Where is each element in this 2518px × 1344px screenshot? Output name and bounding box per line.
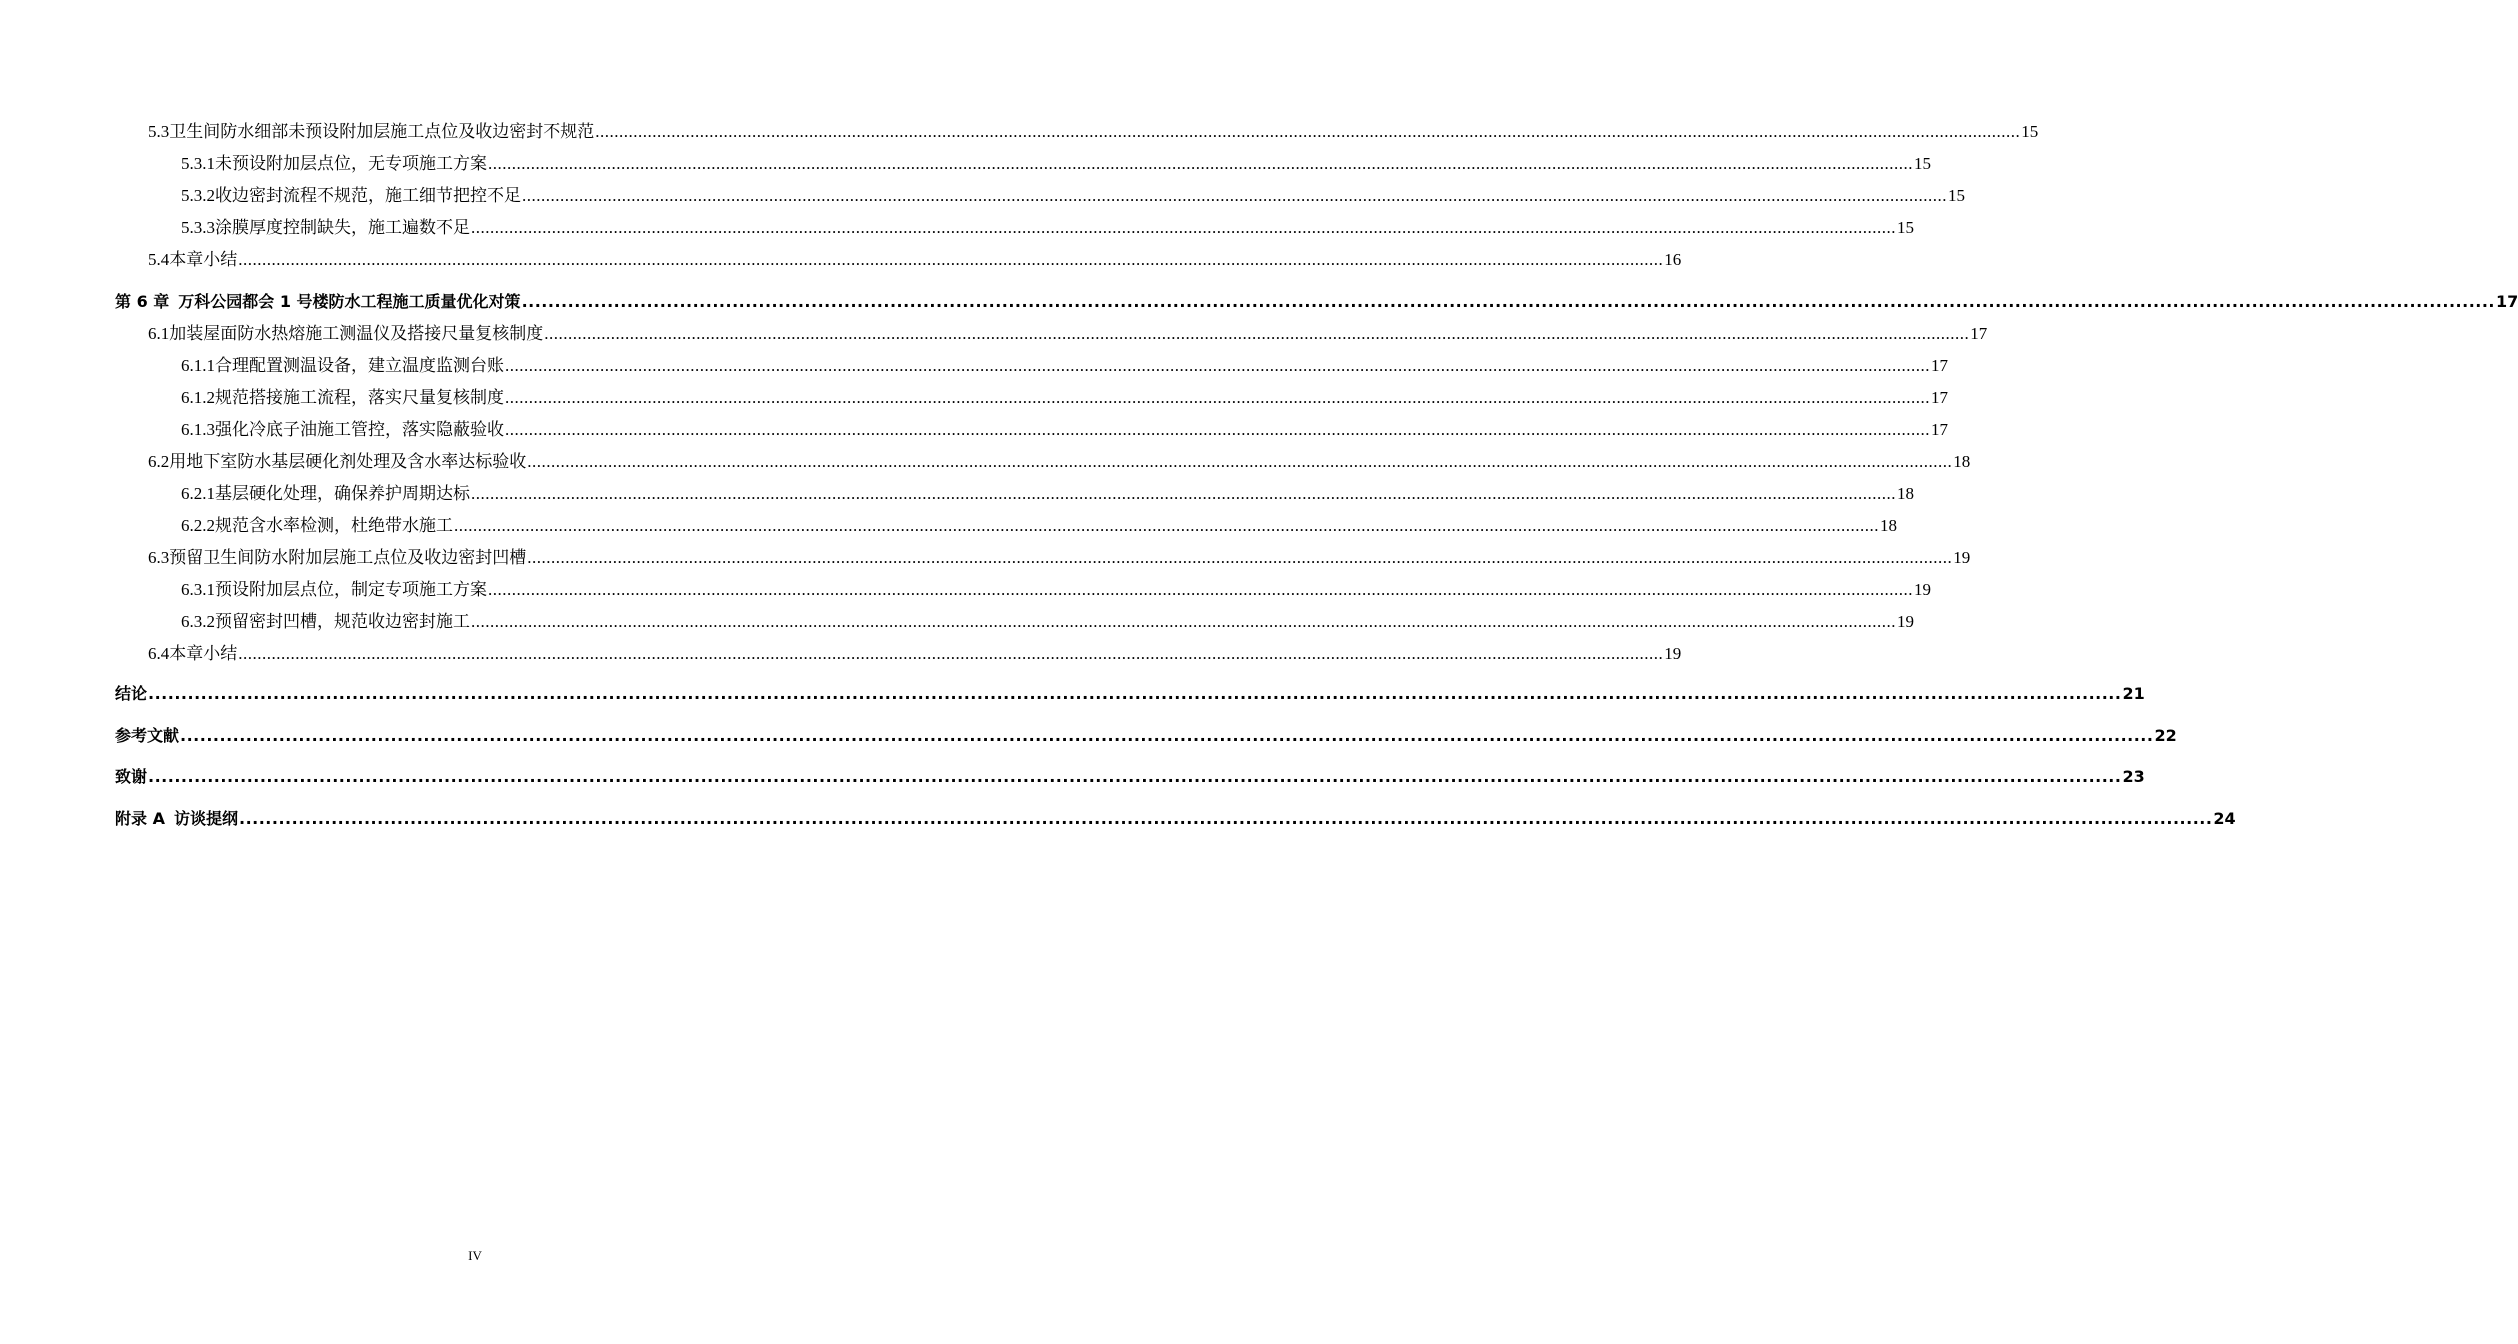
toc-entry bbox=[181, 218, 1914, 238]
toc-entry bbox=[148, 324, 1988, 344]
toc-dot-leader: ............................................................................................................................................................................................................................................................................................................ bbox=[488, 580, 1913, 599]
toc-section-number: 6.3.1 bbox=[181, 580, 215, 599]
toc-row[interactable] bbox=[0, 763, 2145, 787]
toc-entry bbox=[181, 612, 1914, 632]
toc-entry bbox=[115, 292, 2518, 312]
toc-section-number: 5.4 bbox=[148, 250, 170, 269]
toc-entry bbox=[181, 484, 1914, 504]
toc-entry bbox=[148, 548, 1971, 568]
toc-title: 收边密封流程不规范，施工细节把控不足 bbox=[215, 186, 521, 205]
toc-entry bbox=[181, 356, 1948, 376]
toc-row[interactable] bbox=[0, 118, 2039, 142]
toc-entry bbox=[148, 452, 1971, 472]
toc-title: 涂膜厚度控制缺失，施工遍数不足 bbox=[215, 218, 470, 237]
toc-row[interactable] bbox=[0, 352, 1948, 376]
toc-entry bbox=[115, 809, 2236, 829]
toc-page-number: 15 bbox=[2021, 122, 2039, 141]
toc-section-number: 5.3.1 bbox=[181, 154, 215, 173]
toc-section-number: 5.3.2 bbox=[181, 186, 215, 205]
toc-page-number: 18 bbox=[1880, 516, 1897, 535]
toc-entry bbox=[181, 420, 1948, 440]
toc-page-number: 16 bbox=[1664, 250, 1682, 269]
toc-title: 规范含水率检测，杜绝带水施工 bbox=[215, 516, 453, 535]
toc-section-number: 6.3 bbox=[148, 548, 170, 567]
toc-title: 本章小结 bbox=[169, 644, 238, 663]
toc-row[interactable] bbox=[0, 805, 2236, 829]
toc-row[interactable] bbox=[0, 512, 1897, 536]
toc-title: 本章小结 bbox=[169, 250, 238, 269]
toc-entry bbox=[115, 767, 2145, 787]
toc-title: 加装屋面防水热熔施工测温仪及搭接尺量复核制度 bbox=[169, 324, 544, 343]
toc-row[interactable] bbox=[0, 448, 1971, 472]
toc-dot-leader: ............................................................................................................................................................................................................................................................................................................ bbox=[238, 250, 1664, 269]
toc-dot-leader: ............................................................................................................................................................................................................................................................................................................ bbox=[595, 122, 2021, 141]
toc-page-number: 17 bbox=[1931, 388, 1948, 407]
toc-page-number: 15 bbox=[1897, 218, 1914, 237]
toc-row[interactable] bbox=[0, 384, 1948, 408]
toc-dot-leader: ............................................................................................................................................................................................................................................................................................................ bbox=[488, 154, 1913, 173]
toc-dot-leader: ............................................................................................................................................................................................................................................................................................................ bbox=[180, 726, 2154, 745]
toc-title: 用地下室防水基层硬化剂处理及含水率达标验收 bbox=[169, 452, 527, 471]
toc-page-number: 22 bbox=[2154, 726, 2177, 745]
toc-row[interactable] bbox=[0, 416, 1948, 440]
toc-title: 预留密封凹槽，规范收边密封施工 bbox=[215, 612, 470, 631]
toc-section-number: 6.3.2 bbox=[181, 612, 215, 631]
toc-entry bbox=[181, 388, 1948, 408]
toc-dot-leader: ............................................................................................................................................................................................................................................................................................................ bbox=[454, 516, 1879, 535]
page-footer-number: IV bbox=[468, 1248, 482, 1263]
toc-entry bbox=[181, 186, 1965, 206]
toc-page-number: 15 bbox=[1948, 186, 1965, 205]
toc-dot-leader: ............................................................................................................................................................................................................................................................................................................ bbox=[505, 356, 1930, 375]
toc-dot-leader: ............................................................................................................................................................................................................................................................................................................ bbox=[471, 612, 1896, 631]
toc-page-number: 23 bbox=[2122, 767, 2145, 786]
toc-dot-leader: ............................................................................................................................................................................................................................................................................................................ bbox=[505, 388, 1930, 407]
toc-entry bbox=[181, 154, 1931, 174]
toc-dot-leader: ............................................................................................................................................................................................................................................................................................................ bbox=[471, 218, 1896, 237]
toc-title: 预留卫生间防水附加层施工点位及收边密封凹槽 bbox=[169, 548, 527, 567]
toc-page-number: 17 bbox=[1931, 420, 1948, 439]
toc-dot-leader: ............................................................................................................................................................................................................................................................................................................ bbox=[148, 684, 2122, 703]
toc-title: 万科公园都会 1 号楼防水工程施工质量优化对策 bbox=[178, 292, 521, 311]
toc-page-number: 18 bbox=[1953, 452, 1971, 471]
toc-page-number: 17 bbox=[1970, 324, 1988, 343]
toc-page-number: 19 bbox=[1953, 548, 1971, 567]
toc-row[interactable] bbox=[0, 608, 1914, 632]
toc-section-number: 6.1 bbox=[148, 324, 170, 343]
toc-title: 参考文献 bbox=[115, 726, 180, 745]
toc-page-number: 19 bbox=[1897, 612, 1914, 631]
toc-section-number: 6.1.1 bbox=[181, 356, 215, 375]
toc-page-number: 21 bbox=[2122, 684, 2145, 703]
toc-row[interactable] bbox=[0, 722, 2177, 746]
toc-dot-leader: ............................................................................................................................................................................................................................................................................................................ bbox=[521, 292, 2495, 311]
toc-entry bbox=[148, 250, 1682, 270]
toc-section-number: 6.4 bbox=[148, 644, 170, 663]
toc-entry bbox=[115, 684, 2145, 704]
toc-page-number: 17 bbox=[1931, 356, 1948, 375]
toc-section-number: 第 6 章 bbox=[115, 292, 170, 311]
toc-entry bbox=[181, 580, 1931, 600]
toc-row[interactable] bbox=[0, 150, 1931, 174]
toc-entry bbox=[148, 122, 2039, 142]
toc-page-number: 17 bbox=[2496, 292, 2518, 311]
toc-dot-leader: ............................................................................................................................................................................................................................................................................................................ bbox=[238, 809, 2213, 828]
toc-title: 未预设附加层点位，无专项施工方案 bbox=[215, 154, 487, 173]
toc-dot-leader: ............................................................................................................................................................................................................................................................................................................ bbox=[544, 324, 1970, 343]
toc-section-number: 5.3 bbox=[148, 122, 170, 141]
toc-title: 卫生间防水细部未预设附加层施工点位及收边密封不规范 bbox=[169, 122, 595, 141]
toc-row[interactable] bbox=[0, 182, 1965, 206]
toc-section-number: 5.3.3 bbox=[181, 218, 215, 237]
toc-page-number: 24 bbox=[2213, 809, 2236, 828]
toc-title: 基层硬化处理，确保养护周期达标 bbox=[215, 484, 470, 503]
toc-dot-leader: ............................................................................................................................................................................................................................................................................................................ bbox=[527, 452, 1953, 471]
toc-row[interactable] bbox=[0, 288, 2518, 312]
toc-section-number: 6.2.2 bbox=[181, 516, 215, 535]
toc-entry bbox=[181, 516, 1897, 536]
toc-row[interactable] bbox=[0, 480, 1914, 504]
toc-title: 合理配置测温设备，建立温度监测台账 bbox=[215, 356, 504, 375]
toc-section-number: 附录 A bbox=[115, 809, 165, 828]
toc-row[interactable] bbox=[0, 544, 1971, 568]
toc-dot-leader: ............................................................................................................................................................................................................................................................................................................ bbox=[527, 548, 1953, 567]
toc-dot-leader: ............................................................................................................................................................................................................................................................................................................ bbox=[522, 186, 1947, 205]
toc-row[interactable] bbox=[0, 214, 1914, 238]
toc-title: 致谢 bbox=[115, 767, 148, 786]
toc-entry bbox=[148, 644, 1682, 664]
toc-row[interactable] bbox=[0, 320, 1988, 344]
toc-section-number: 6.1.3 bbox=[181, 420, 215, 439]
toc-page-number: 19 bbox=[1664, 644, 1682, 663]
toc-dot-leader: ............................................................................................................................................................................................................................................................................................................ bbox=[148, 767, 2122, 786]
toc-page-number: 15 bbox=[1914, 154, 1931, 173]
toc-page-number: 18 bbox=[1897, 484, 1914, 503]
toc-section-number: 6.2 bbox=[148, 452, 170, 471]
toc-dot-leader: ............................................................................................................................................................................................................................................................................................................ bbox=[471, 484, 1896, 503]
toc-title: 预设附加层点位，制定专项施工方案 bbox=[215, 580, 487, 599]
toc-entry bbox=[115, 726, 2177, 746]
toc-section-number: 6.2.1 bbox=[181, 484, 215, 503]
toc-row[interactable] bbox=[0, 680, 2145, 704]
toc-page-number: 19 bbox=[1914, 580, 1931, 599]
toc-row[interactable] bbox=[0, 246, 1682, 270]
toc-row[interactable] bbox=[0, 640, 1682, 664]
toc-dot-leader: ............................................................................................................................................................................................................................................................................................................ bbox=[238, 644, 1664, 663]
toc-dot-leader: ............................................................................................................................................................................................................................................................................................................ bbox=[505, 420, 1930, 439]
toc-section-number: 6.1.2 bbox=[181, 388, 215, 407]
toc-title: 强化冷底子油施工管控，落实隐蔽验收 bbox=[215, 420, 504, 439]
toc-title: 规范搭接施工流程，落实尺量复核制度 bbox=[215, 388, 504, 407]
toc-title: 访谈提纲 bbox=[173, 809, 238, 828]
toc-title: 结论 bbox=[115, 684, 148, 703]
toc-row[interactable] bbox=[0, 576, 1931, 600]
